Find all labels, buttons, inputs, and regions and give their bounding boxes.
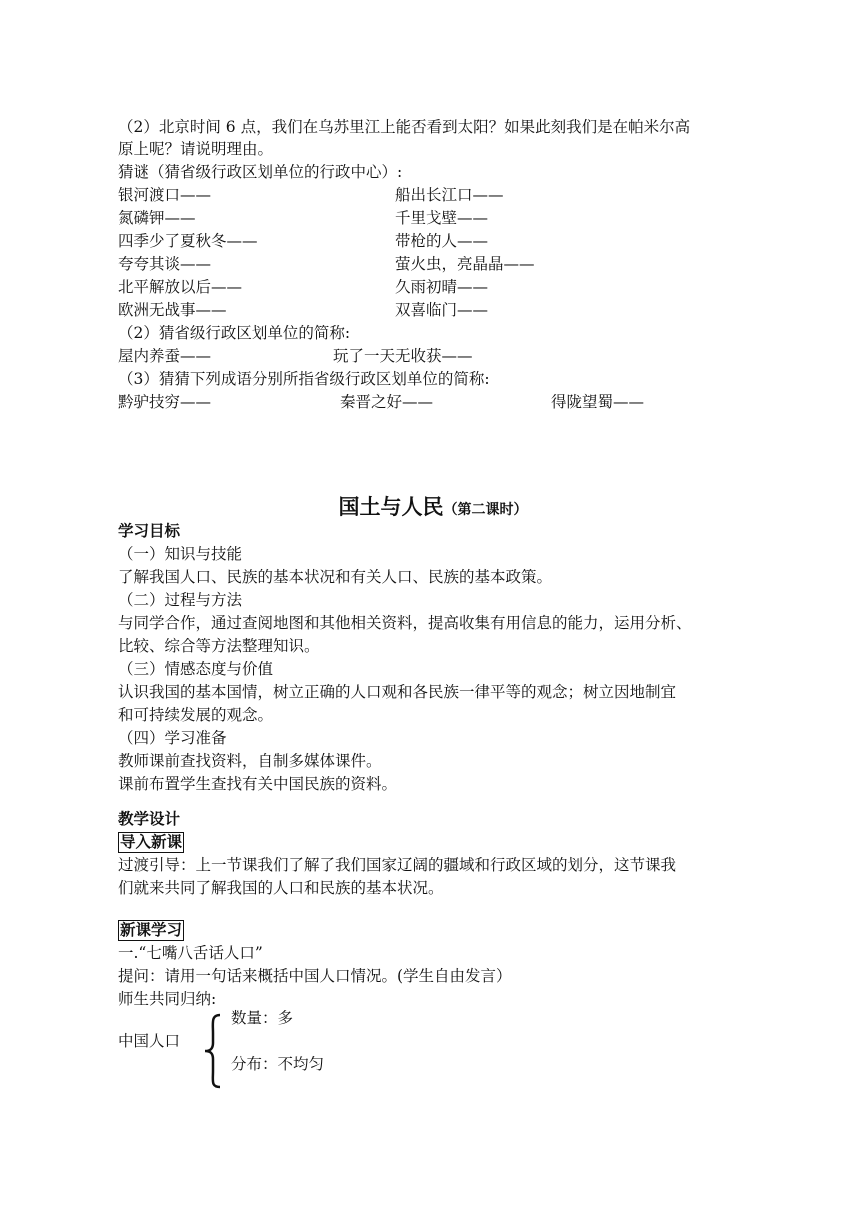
curly-brace <box>202 1011 224 1091</box>
summary-text: 师生共同归纳: <box>118 990 217 1008</box>
question-text: 提问：请用一句话来概括中国人口情况。(学生自由发言） <box>118 967 512 985</box>
riddle-left-6: 欧洲无战事—— <box>118 301 227 319</box>
idiom-item-3: 得陇望蜀—— <box>551 393 645 411</box>
emotion-line-2: 和可持续发展的观念。 <box>118 706 274 724</box>
riddle-right-1: 船出长江口—— <box>395 186 504 204</box>
riddle-left-3: 四季少了夏秋冬—— <box>118 232 258 250</box>
population-brace-diagram <box>118 1011 418 1091</box>
riddle-right-4: 萤火虫，亮晶晶—— <box>395 255 535 273</box>
new-lesson-box-label: 新课学习 <box>120 921 183 939</box>
idiom-item-2: 秦晋之好—— <box>340 393 434 411</box>
knowledge-text: 了解我国人口、民族的基本状况和有关人口、民族的基本政策。 <box>118 568 553 586</box>
riddle-left-2: 氮磷钾—— <box>118 209 196 227</box>
emotion-line-1: 认识我国的基本国情，树立正确的人口观和各民族一律平等的观念；树立因地制宜 <box>118 683 677 701</box>
riddle-right-2: 千里戈壁—— <box>395 209 489 227</box>
prep-line-1: 教师课前查找资料，自制多媒体课件。 <box>118 752 382 770</box>
riddle-heading: 猜谜（猜省级行政区划单位的行政中心）: <box>118 163 403 181</box>
abbr-item-1: 屋内养蚕—— <box>118 347 212 365</box>
riddle-right-5: 久雨初晴—— <box>395 278 489 296</box>
abbr-heading: （2）猜省级行政区划单位的简称: <box>118 324 351 342</box>
goals-heading: 学习目标 <box>118 522 181 540</box>
section-1-heading: 一.“七嘴八舌话人口” <box>118 944 263 962</box>
riddle-right-6: 双喜临门—— <box>395 301 489 319</box>
prep-line-2: 课前布置学生查找有关中国民族的资料。 <box>118 775 398 793</box>
brace-item-quantity: 数量：多 <box>231 1009 294 1027</box>
riddle-right-3: 带枪的人—— <box>395 232 489 250</box>
intro-box-label: 导入新课 <box>120 833 183 851</box>
process-line-1: 与同学合作，通过查阅地图和其他相关资料，提高收集有用信息的能力，运用分析、 <box>118 614 692 632</box>
idiom-heading: （3）猜猜下列成语分别所指省级行政区划单位的简称: <box>118 370 490 388</box>
emotion-heading: （三）情感态度与价值 <box>118 660 274 678</box>
design-heading: 教学设计 <box>118 810 181 828</box>
intro-line-2: 们就来共同了解我国的人口和民族的基本状况。 <box>118 879 444 897</box>
lesson-title <box>118 492 748 525</box>
riddle-left-1: 银河渡口—— <box>118 186 212 204</box>
brace-label: 中国人口 <box>118 1032 181 1050</box>
intro-box <box>118 831 184 853</box>
question-2-line-2: 原上呢？请说明理由。 <box>118 140 274 158</box>
lesson-title-main: 国土与人民 <box>338 495 444 519</box>
riddle-left-4: 夸夸其谈—— <box>118 255 212 273</box>
abbr-item-2: 玩了一天无收获—— <box>333 347 473 365</box>
brace-item-distribution: 分布：不均匀 <box>231 1055 325 1073</box>
question-2-line-1: （2）北京时间 6 点，我们在乌苏里江上能否看到太阳？如果此刻我们是在帕米尔高 <box>118 118 691 136</box>
process-line-2: 比较、综合等方法整理知识。 <box>118 637 320 655</box>
idiom-item-1: 黔驴技穷—— <box>118 393 212 411</box>
riddle-left-5: 北平解放以后—— <box>118 278 243 296</box>
knowledge-heading: （一）知识与技能 <box>118 545 243 563</box>
lesson-title-suffix: （第二课时） <box>443 502 528 518</box>
process-heading: （二）过程与方法 <box>118 591 243 609</box>
intro-line-1: 过渡引导：上一节课我们了解了我们国家辽阔的疆域和行政区域的划分，这节课我 <box>118 856 677 874</box>
new-lesson-box <box>118 919 184 941</box>
prep-heading: （四）学习准备 <box>118 729 227 747</box>
